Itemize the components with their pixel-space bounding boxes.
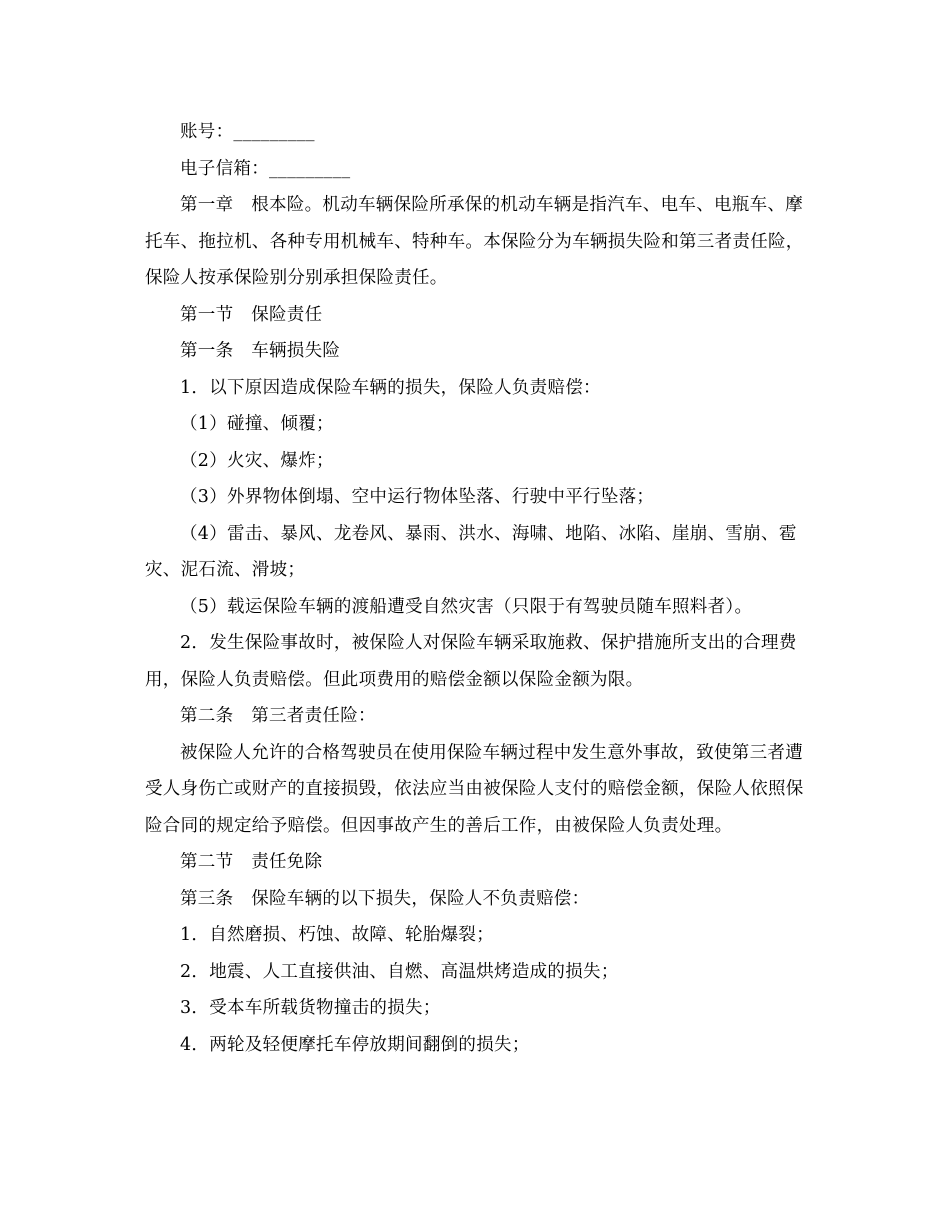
list-item: 3．受本车所载货物撞击的损失；: [180, 998, 441, 1018]
article-one-heading: 第一条 车辆损失险: [180, 341, 341, 361]
list-item: （2）火灾、爆炸；: [180, 450, 334, 471]
clause-1-intro: 1．以下原因造成保险车辆的损失，保险人负责赔偿：: [180, 377, 601, 398]
section-one-heading: 第一节 保险责任: [180, 304, 323, 325]
list-item: 2．地震、人工直接供油、自燃、高温烘烤造成的损失；: [180, 961, 619, 982]
account-number-line: 账号：_________: [180, 122, 315, 142]
article-three-heading: 第三条 保险车辆的以下损失，保险人不负责赔偿：: [180, 888, 590, 909]
list-item: （4）雷击、暴风、龙卷风、暴雨、洪水、海啸、地陷、冰陷、崖崩、雪崩、雹灾、泥石流、滑坡；: [145, 523, 797, 580]
section-two-heading: 第二节 责任免除: [180, 852, 323, 872]
article-two-heading: 第二条 第三者责任险：: [180, 706, 376, 726]
list-item: （3）外界物体倒塌、空中运行物体坠落、行驶中平行坠落；: [180, 487, 655, 507]
list-item: 1．自然磨损、朽蚀、故障、轮胎爆裂；: [180, 925, 495, 945]
email-line: 电子信箱：_________: [180, 158, 351, 179]
document-page: [145, 114, 805, 1063]
list-item: （5）载运保险车辆的渡船遭受自然灾害（只限于有驾驶员随车照料者）。: [180, 596, 753, 617]
clause-2-rescue-costs: 2．发生保险事故时，被保险人对保险车辆采取施救、保护措施所支出的合理费用，保险人负责赔偿。但此项费用的赔偿金额以保险金额为限。: [145, 633, 797, 690]
third-party-liability-body: 被保险人允许的合格驾驶员在使用保险车辆过程中发生意外事故，致使第三者遭受人身伤亡或财产的直接损毁，依法应当由被保险人支付的赔偿金额，保险人依照保险合同的规定给予赔偿。但因事故产生的善后工作，由被保险人负责处理。: [145, 742, 804, 836]
list-item: 4．两轮及轻便摩托车停放期间翻倒的损失；: [180, 1034, 530, 1055]
chapter-one-basic-insurance: 第一章 根本险。机动车辆保险所承保的机动车辆是指汽车、电车、电瓶车、摩托车、拖拉机、各种专用机械车、特种车。本保险分为车辆损失险和第三者责任险，保险人按承保险别分别承担保险责任。: [145, 195, 804, 288]
list-item: （1）碰撞、倾覆；: [180, 414, 334, 434]
